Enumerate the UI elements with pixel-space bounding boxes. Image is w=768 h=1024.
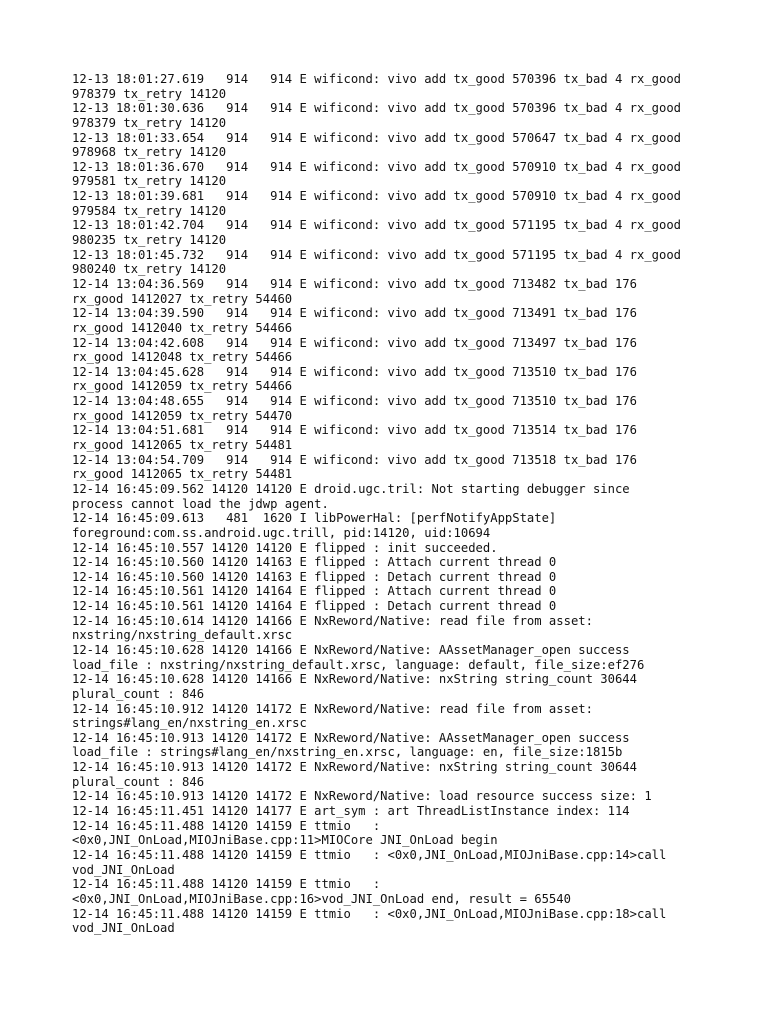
log-line: 12-13 18:01:30.636 914 914 E wificond: vivo add tx_good 570396 tx_bad 4 rx_good <box>72 101 682 116</box>
log-line: 12-14 13:04:36.569 914 914 E wificond: vivo add tx_good 713482 tx_bad 176 <box>72 276 637 291</box>
log-line: process cannot load the jdwp agent. <box>72 496 329 511</box>
log-line: 12-14 16:45:10.913 14120 14172 E NxReword/Native: AAssetManager_open success <box>72 730 630 745</box>
log-line: 12-14 16:45:10.628 14120 14166 E NxReword/Native: nxString string_count 30644 <box>72 672 637 687</box>
log-line: foreground:com.ss.android.ugc.trill, pid:14120, uid:10694 <box>72 525 491 540</box>
log-line: load_file : strings#lang_en/nxstring_en.xrsc, language: en, file_size:1815b <box>72 745 623 760</box>
log-line: plural_count : 846 <box>72 686 205 701</box>
log-line: 12-14 13:04:51.681 914 914 E wificond: vivo add tx_good 713514 tx_bad 176 <box>72 423 637 438</box>
log-line: rx_good 1412027 tx_retry 54460 <box>72 291 293 306</box>
log-line: 12-13 18:01:45.732 914 914 E wificond: vivo add tx_good 571195 tx_bad 4 rx_good <box>72 247 682 262</box>
log-line: 978379 tx_retry 14120 <box>72 115 227 130</box>
log-line: 980235 tx_retry 14120 <box>72 233 227 248</box>
log-line: 12-14 16:45:10.912 14120 14172 E NxReword/Native: read file from asset: <box>72 701 593 716</box>
log-line: 978379 tx_retry 14120 <box>72 86 227 101</box>
log-line: rx_good 1412048 tx_retry 54466 <box>72 350 293 365</box>
log-line: 12-14 16:45:10.561 14120 14164 E flipped : Attach current thread 0 <box>72 584 557 599</box>
log-line: rx_good 1412059 tx_retry 54470 <box>72 408 293 423</box>
log-line: 12-13 18:01:42.704 914 914 E wificond: vivo add tx_good 571195 tx_bad 4 rx_good <box>72 218 682 233</box>
log-line: 12-14 16:45:10.614 14120 14166 E NxReword/Native: read file from asset: <box>72 613 593 628</box>
log-line: 12-14 16:45:11.488 14120 14159 E ttmio : <box>72 818 381 833</box>
log-line: load_file : nxstring/nxstring_default.xrsc, language: default, file_size:ef276 <box>72 657 645 672</box>
log-line: 12-14 16:45:09.562 14120 14120 E droid.ugc.tril: Not starting debugger since <box>72 481 630 496</box>
log-line: 12-14 16:45:10.913 14120 14172 E NxReword/Native: nxString string_count 30644 <box>72 760 637 775</box>
log-line: 12-14 13:04:45.628 914 914 E wificond: vivo add tx_good 713510 tx_bad 176 <box>72 364 637 379</box>
log-line: 979584 tx_retry 14120 <box>72 203 227 218</box>
log-line: vod_JNI_OnLoad <box>72 862 175 877</box>
log-line: 12-13 18:01:27.619 914 914 E wificond: vivo add tx_good 570396 tx_bad 4 rx_good <box>72 72 682 86</box>
log-line: nxstring/nxstring_default.xrsc <box>72 628 293 643</box>
log-line: 12-13 18:01:33.654 914 914 E wificond: vivo add tx_good 570647 tx_bad 4 rx_good <box>72 130 682 145</box>
log-line: 12-14 16:45:10.560 14120 14163 E flipped : Attach current thread 0 <box>72 555 557 570</box>
log-line: 12-14 16:45:11.451 14120 14177 E art_sym : art ThreadListInstance index: 114 <box>72 804 630 819</box>
log-line: 12-14 16:45:11.488 14120 14159 E ttmio : <box>72 877 381 892</box>
log-line: 12-13 18:01:39.681 914 914 E wificond: vivo add tx_good 570910 tx_bad 4 rx_good <box>72 189 682 204</box>
log-line: 12-14 16:45:11.488 14120 14159 E ttmio : <0x0,JNI_OnLoad,MIOJniBase.cpp:14>call <box>72 847 667 862</box>
log-line: <0x0,JNI_OnLoad,MIOJniBase.cpp:11>MIOCore JNI_OnLoad begin <box>72 833 498 848</box>
log-line: 12-14 13:04:48.655 914 914 E wificond: vivo add tx_good 713510 tx_bad 176 <box>72 394 637 409</box>
log-line: 12-14 16:45:10.913 14120 14172 E NxReword/Native: load resource success size: 1 <box>72 789 652 804</box>
log-line: 12-14 13:04:42.608 914 914 E wificond: vivo add tx_good 713497 tx_bad 176 <box>72 335 637 350</box>
log-line: rx_good 1412065 tx_retry 54481 <box>72 438 293 453</box>
log-line: 12-14 16:45:11.488 14120 14159 E ttmio : <0x0,JNI_OnLoad,MIOJniBase.cpp:18>call <box>72 906 667 921</box>
log-line: 12-14 16:45:10.560 14120 14163 E flipped : Detach current thread 0 <box>72 569 557 584</box>
log-line: strings#lang_en/nxstring_en.xrsc <box>72 716 307 731</box>
log-line: rx_good 1412065 tx_retry 54481 <box>72 467 293 482</box>
log-line: vod_JNI_OnLoad <box>72 921 175 936</box>
log-line: 12-14 16:45:10.557 14120 14120 E flipped : init succeeded. <box>72 540 498 555</box>
log-line: plural_count : 846 <box>72 774 205 789</box>
log-line: rx_good 1412040 tx_retry 54466 <box>72 320 293 335</box>
log-line: 12-14 16:45:10.561 14120 14164 E flipped : Detach current thread 0 <box>72 599 557 614</box>
log-line: 12-14 13:04:54.709 914 914 E wificond: vivo add tx_good 713518 tx_bad 176 <box>72 452 637 467</box>
log-line: rx_good 1412059 tx_retry 54466 <box>72 379 293 394</box>
log-line: 980240 tx_retry 14120 <box>72 262 227 277</box>
log-line: 12-14 13:04:39.590 914 914 E wificond: vivo add tx_good 713491 tx_bad 176 <box>72 306 637 321</box>
log-line: <0x0,JNI_OnLoad,MIOJniBase.cpp:16>vod_JNI_OnLoad end, result = 65540 <box>72 891 571 906</box>
log-line: 978968 tx_retry 14120 <box>72 145 227 160</box>
log-line: 12-14 16:45:09.613 481 1620 I libPowerHal: [perfNotifyAppState] <box>72 511 557 526</box>
log-line: 979581 tx_retry 14120 <box>72 174 227 189</box>
log-line: 12-13 18:01:36.670 914 914 E wificond: vivo add tx_good 570910 tx_bad 4 rx_good <box>72 159 682 174</box>
log-text-block <box>72 72 708 936</box>
log-line: 12-14 16:45:10.628 14120 14166 E NxReword/Native: AAssetManager_open success <box>72 642 630 657</box>
